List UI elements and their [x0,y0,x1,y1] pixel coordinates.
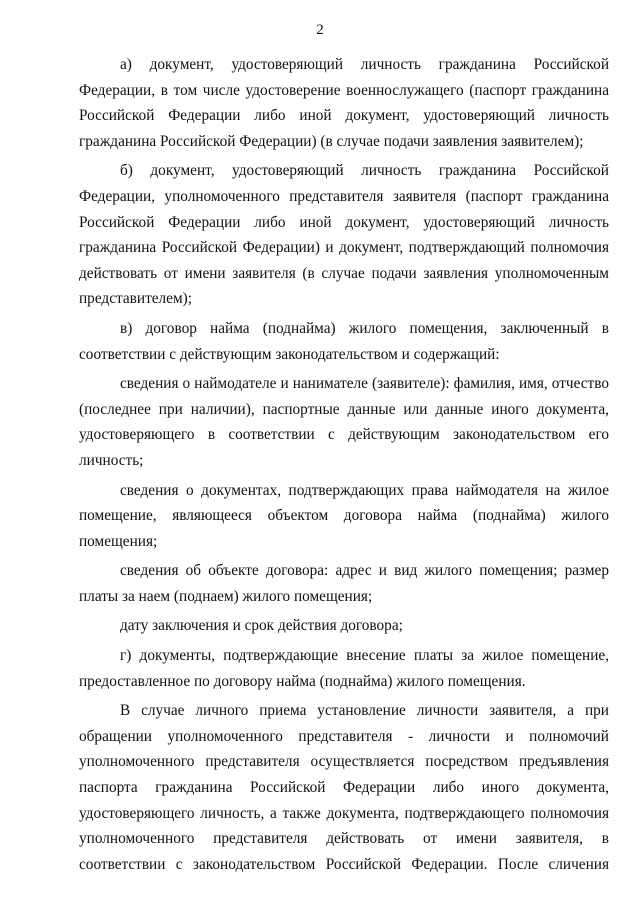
paragraph-contract-dates: дату заключения и срок действия договора; [120,617,403,635]
paragraph-landlord-tenant-info: сведения о наймодателе и нанимателе (заявителе): фамилия, имя, отчество (последнее при наличии), паспортные данные или данные иного документа, удостоверяющего в соответствии с действующим законодательством его личность; [79,375,609,469]
paragraph-contract-object: сведения об объекте договора: адрес и вид жилого помещения; размер платы за наем (поднаем) жилого помещения; [79,562,609,605]
paragraph-item-v: в) договор найма (поднайма) жилого помещения, заключенный в соответствии с действующим законодательством и содержащий: [79,319,609,363]
paragraph-item-g: г) документы, подтверждающие внесение платы за жилое помещение, предоставленное по договору найма (поднайма) жилого помещения. [79,647,609,690]
paragraph-item-b: б) документ, удостоверяющий личность гражданина Российской Федерации, уполномоченного представителя заявителя (паспорт гражданина Российской Федерации либо иной документ, удостоверяющий личность гражданина Российской Федерации) и документ, подтверждающий полномочия действовать от имени заявителя (в случае подачи заявления уполномоченным представителем); [79,162,609,308]
paragraph-landlord-rights-docs: сведения о документах, подтверждающих права наймодателя на жилое помещение, являющееся объектом договора найма (поднайма) жилого помещения; [79,481,609,550]
paragraph-personal-reception: В случае личного приема установление личности заявителя, а при обращении уполномоченного представителя - личности и полномочий уполномоченного представителя осуществляется посредством предъявления паспорта гражданина Российской Федерации либо иного документа, удостоверяющего личность, а также документа, подтверждающего полномочия уполномоченного представителя действовать от имени заявителя, в соответствии с законодательством Российской Федерации. После сличения [79,702,609,873]
paragraph-item-a: а) документ, удостоверяющий личность гражданина Российской Федерации, в том числе удостоверение военнослужащего (паспорт гражданина Российской Федерации либо иной документ, удостоверяющий личность гражданина Российской Федерации) (в случае подачи заявления заявителем); [79,56,609,150]
document-body [79,52,609,877]
page-number: 2 [316,22,324,38]
